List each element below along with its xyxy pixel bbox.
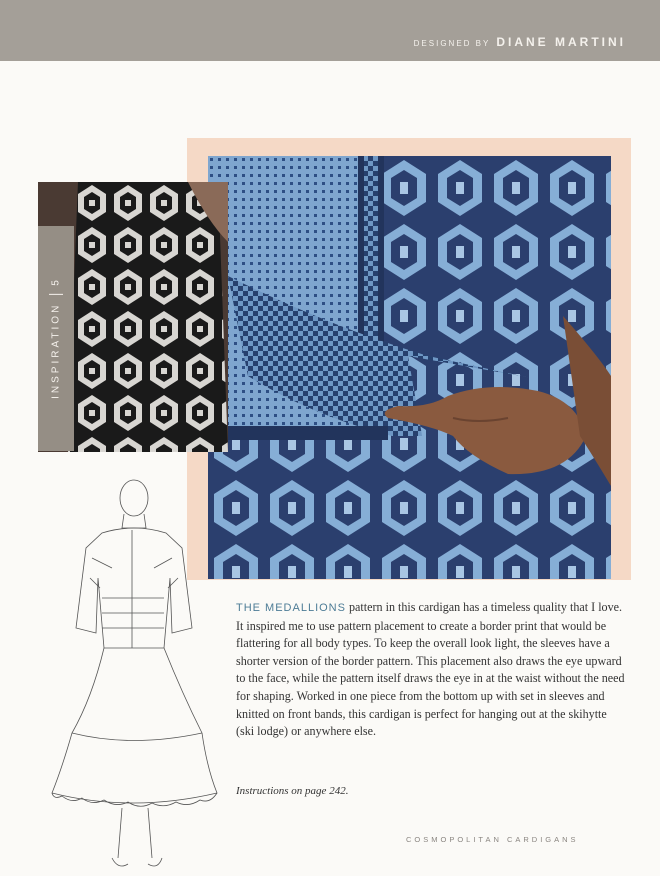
article-text: pattern in this cardigan has a timeless quality that I love. It inspired me to use pattern placement to create a border print that would be flattering for all body types. To keep the overall look light, the sleeves have a shorter version of the border pattern. This placement also draws the eye upward to the face, while the pattern itself draws the eye in at the waist without the need for shaping. Worked in one piece from the bottom up with set in sleeves and knitted on front bands, this cardigan is perfect for hanging out at the skihytte (ski lodge) or anywhere else. bbox=[236, 600, 625, 739]
header-band bbox=[0, 0, 660, 61]
article-body bbox=[236, 599, 626, 741]
instructions-reference: Instructions on page 242. bbox=[236, 785, 349, 797]
article-lead: THE MEDALLIONS bbox=[236, 602, 346, 614]
designer-name: DIANE MARTINI bbox=[496, 35, 626, 49]
section-number: 5 bbox=[50, 277, 62, 286]
designed-by-label: DESIGNED BY bbox=[413, 39, 491, 48]
cardigan-photo bbox=[208, 156, 611, 579]
section-tab-label bbox=[49, 277, 63, 399]
tab-divider bbox=[49, 294, 63, 295]
footer-running-title: COSMOPOLITAN CARDIGANS bbox=[406, 835, 579, 844]
section-name: INSPIRATION bbox=[50, 302, 62, 399]
designer-credit bbox=[414, 33, 626, 51]
cardigan-sketch bbox=[32, 478, 237, 871]
